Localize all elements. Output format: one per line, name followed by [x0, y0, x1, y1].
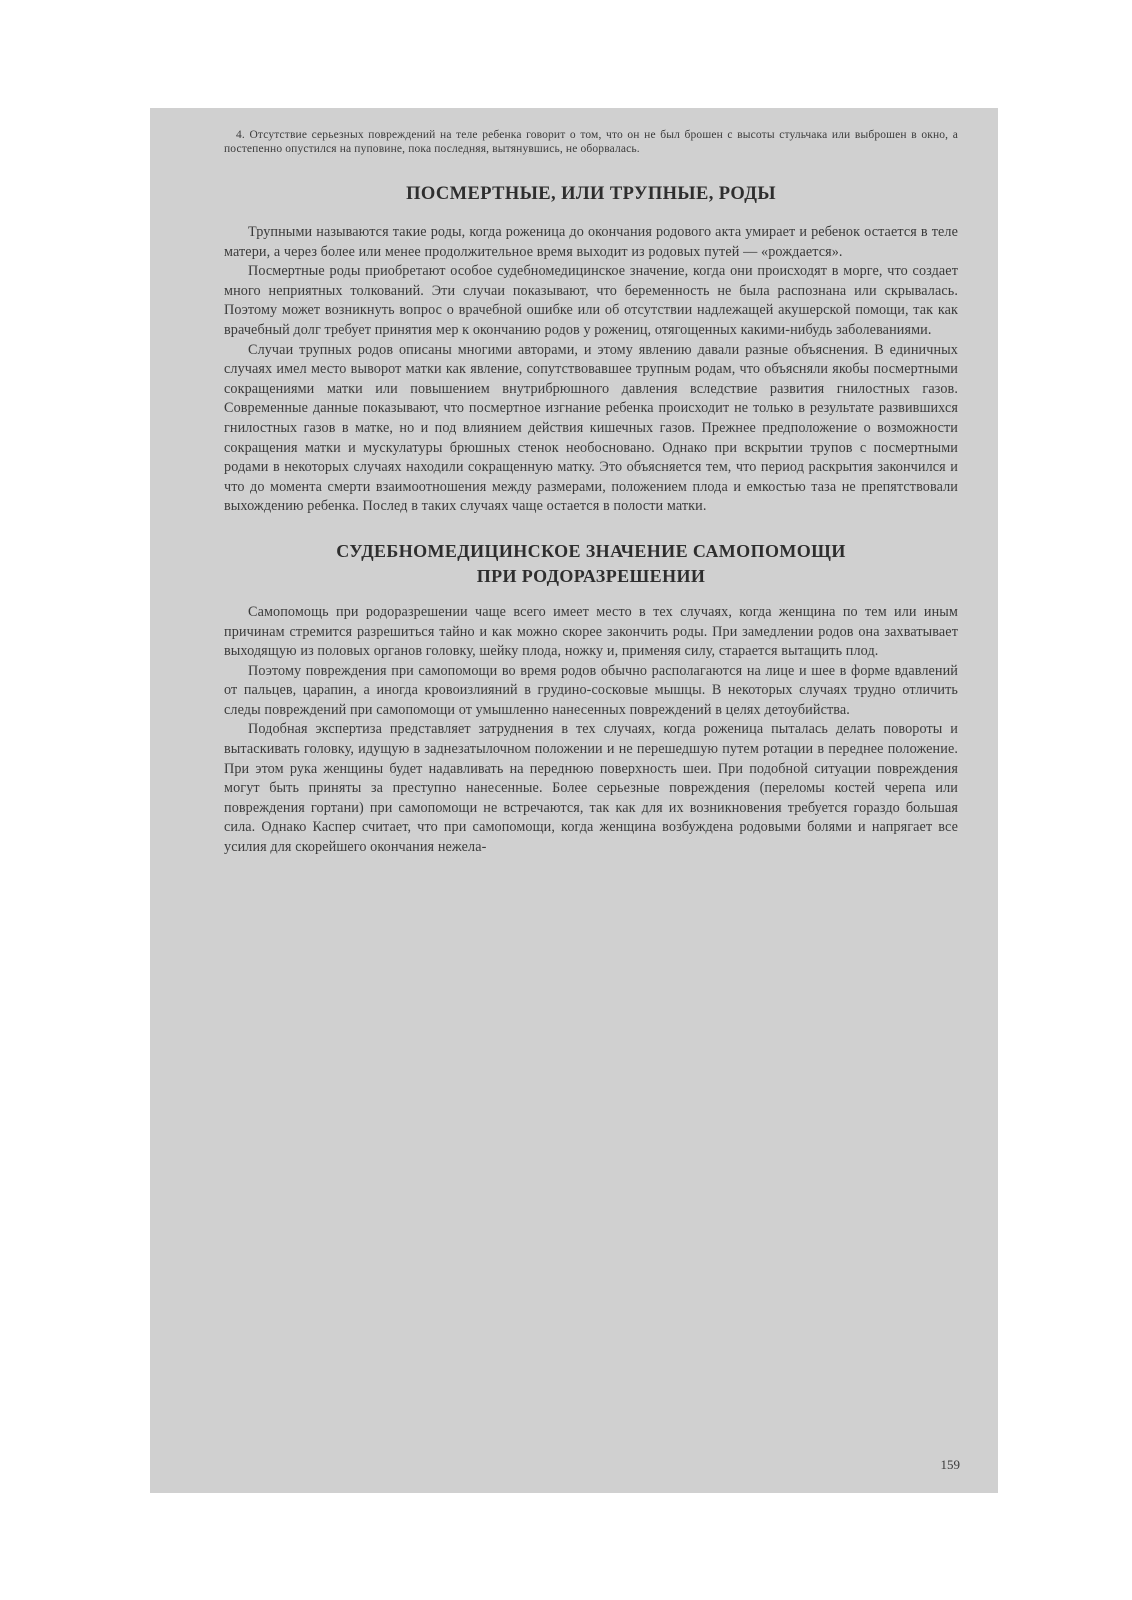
- paragraph: Самопомощь при родоразрешении чаще всего имеет место в тех случаях, когда женщина по тем или иным причинам стремится разрешиться тайно и как можно скорее закончить роды. При замедлении родов она захватывает выходящую из половых органов головку, шейку плода, ножку и, применяя силу, старается вытащить плод.: [224, 603, 958, 660]
- paragraph: Случаи трупных родов описаны многими авторами, и этому явлению давали разные объяснения. В единичных случаях имел место выворот матки как явление, сопутствовавшее трупным родам, что объясняли якобы посмертными сокращениями матки или повышением внутрибрюшного давления вследствие развития гнилостных газов. Современные данные показывают, что посмертное изгнание ребенка происходит не только в результате развившихся гнилостных газов в матке, но и под влиянием действия кишечных газов. Прежнее предположение о возможности сокращения матки и мускулатуры брюшных стенок необосновано. Однако при вскрытии трупов с посмертными родами в некоторых случаях находили сокращенную матку. Это объясняется тем, что период раскрытия закончился и что до момента смерти взаимоотношения между размерами, положением плода и емкостью таза не препятствовали выхождению ребенка. Послед в таких случаях чаще остается в полости матки.: [224, 341, 958, 515]
- footnote-text: 4. Отсутствие серьезных повреждений на теле ребенка говорит о том, что он не был брошен с высоты стульчака или выброшен в окно, а постепенно опустился на пуповине, пока последняя, вытянувшись, не оборвалась.: [224, 129, 958, 155]
- book-page: [150, 108, 998, 1493]
- paragraph: Подобная экспертиза представляет затруднения в тех случаях, когда роженица пыталась делать повороты и вытаскивать головку, идущую в заднезатылочном положении и не перешедшую путем ротации в переднее положение. При этом рука женщины будет надавливать на переднюю поверхность шеи. При подобной ситуации повреждения могут быть приняты за преступно нанесенные. Более серьезные повреждения (переломы костей черепа или повреждения гортани) при самопомощи не встречаются, так как для их возникновения требуется гораздо большая сила. Однако Каспер считает, что при самопомощи, когда женщина возбуждена родовыми болями и напрягает все усилия для скорейшего окончания нежела-: [224, 721, 958, 856]
- section-heading-line: СУДЕБНОМЕДИЦИНСКОЕ ЗНАЧЕНИЕ САМОПОМОЩИ: [336, 540, 846, 561]
- section-heading-posthumous-birth: ПОСМЕРТНЫЕ, ИЛИ ТРУПНЫЕ, РОДЫ: [406, 184, 776, 204]
- page-number: 159: [940, 1457, 960, 1472]
- paragraph: Трупными называются такие роды, когда роженица до окончания родового акта умирает и ребенок остается в теле матери, а через более или менее продолжительное время выходит из родовых путей — «рождается».: [224, 224, 958, 260]
- section-heading-self-help: [224, 539, 958, 589]
- paragraph: Посмертные роды приобретают особое судебномедицинское значение, когда они происходят в морге, что создает много неприятных толкований. Эти случаи показывают, что беременность не была распознана или скрывалась. Поэтому может возникнуть вопрос о врачебной ошибке или об отсутствии надлежащей акушерской помощи, так как врачебный долг требует принятия мер к окончанию родов у рожениц, отягощенных какими-нибудь заболеваниями.: [224, 263, 958, 338]
- section-heading-line: ПРИ РОДОРАЗРЕШЕНИИ: [476, 565, 706, 586]
- paragraph: Поэтому повреждения при самопомощи во время родов обычно располагаются на лице и шее в форме вдавлений от пальцев, царапин, а иногда кровоизлияний в грудино-сосковые мышцы. В некоторых случаях трудно отличить следы повреждений при самопомощи от умышленно нанесенных повреждений в целях детоубийства.: [224, 662, 958, 718]
